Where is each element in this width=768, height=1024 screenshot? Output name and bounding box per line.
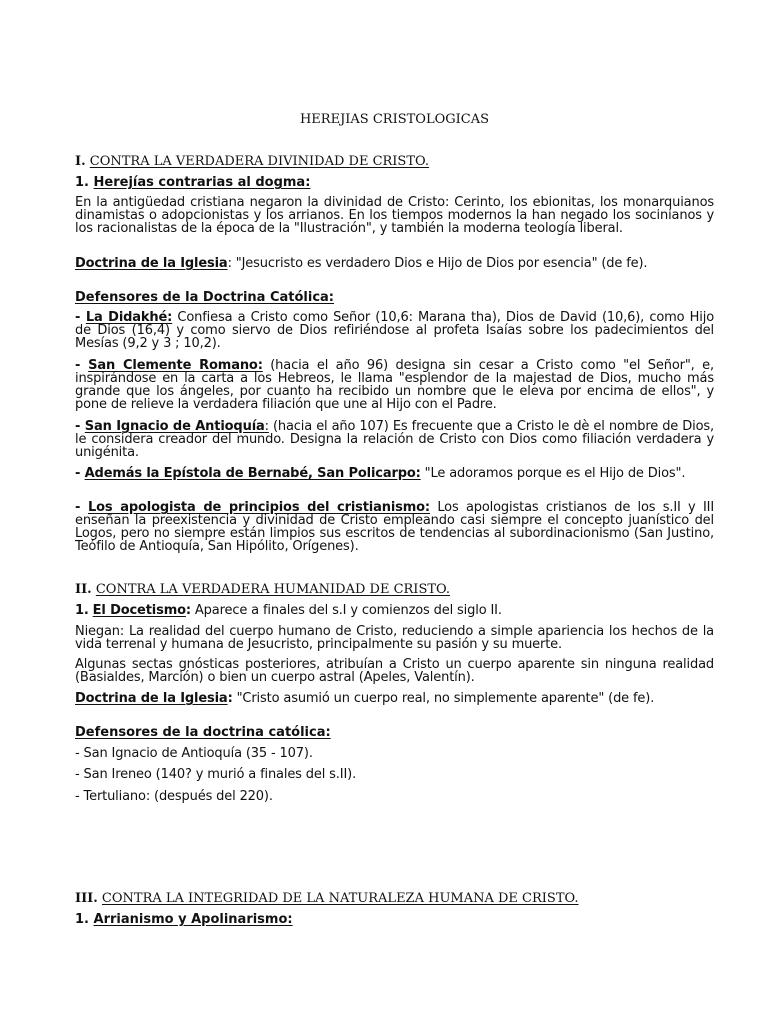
section-2-sub-number: 1. — [75, 603, 89, 618]
section-2-subheading — [75, 603, 714, 618]
section-1-numeral: I. — [75, 154, 86, 169]
item-text: Los apologistas cristianos de los s.II y III enseñan la preexistencia y divinidad de Cristo empleando casi siempre el concepto juanístico del Logos, pero no siempre están limpios sus escritos de tendencias al subordinacionismo (San Justino, Teófilo de Antioquía, San Hipólito, Orígenes). — [75, 500, 714, 554]
section-2-para-2: Algunas sectas gnósticas posteriores, atribuían a Cristo un cuerpo aparente sin ninguna realidad (Basialdes, Marción) o bien un cuerpo astral (Apeles, Valentín). — [75, 657, 714, 685]
doctrina-colon: : — [227, 691, 233, 706]
doctrina-text: "Cristo asumió un cuerpo real, no simplemente aparente" (de fe). — [232, 691, 655, 706]
section-2-defensores-heading — [75, 725, 714, 740]
item-label: San Clemente Romano: — [88, 358, 263, 373]
doctrina-text: "Jesucristo es verdadero Dios e Hijo de Dios por esencia" (de fe). — [231, 256, 648, 271]
item-dash: - — [75, 466, 85, 481]
section-1-heading — [75, 154, 714, 169]
list-item — [75, 420, 714, 459]
document-title: HEREJIAS CRISTOLOGICAS — [299, 112, 490, 127]
section-2-sub-title: El Docetismo — [92, 603, 186, 618]
item-dash: - — [75, 310, 86, 325]
item-label: Los apologista de principios del cristianismo: — [87, 500, 430, 515]
section-2-doctrina — [75, 692, 714, 705]
section-1-title: CONTRA LA VERDADERA DIVINIDAD DE CRISTO. — [89, 154, 430, 169]
item-dash: - — [75, 419, 85, 434]
list-item: - San Ireneo (140? y murió a finales del s.II). — [75, 767, 357, 782]
section-2-numeral: II. — [75, 582, 92, 597]
section-3-heading — [75, 891, 714, 906]
item-text: "Le adoramos porque es el Hijo de Dios". — [420, 466, 686, 481]
doctrina-label: Doctrina de la Iglesia — [75, 691, 228, 706]
section-3-sub-title: Arrianismo y Apolinarismo: — [93, 912, 293, 927]
item-text: (hacia el año 107) Es frecuente que a Cristo le dè el nombre de Dios, le considera creador del mundo. Designa la relación de Cristo con Dios como filiación verdadera y unigénita. — [75, 419, 714, 460]
defensores-heading-text: Defensores de la Doctrina Católica: — [75, 290, 335, 305]
item-text: (hacia el año 96) designa sin cesar a Cristo como "el Señor", e, inspirándose en la carta a los Hebreos, le llama "esplendor de la majestad de Dios, mucho más grande que los ángeles, por cuanto ha recibido un nombre que le eleva por encima de ellos", y pone de relieve la verdadera filiación que une al Hijo con el Padre. — [75, 358, 714, 412]
section-1-intro: En la antigüedad cristiana negaron la divinidad de Cristo: Cerinto, los ebionitas, los monarquianos dinamistas o adopcionistas y los arrianos. En los tiempos modernos la han negado los socinianos y los racionalistas de la época de la "Ilustración", y también la moderna teología liberal. — [75, 195, 714, 236]
list-item — [75, 501, 714, 553]
item-dash: - — [75, 500, 88, 515]
list-item: - Tertuliano: (después del 220). — [75, 789, 273, 804]
item-label: Además la Epístola de Bernabé, San Policarpo: — [84, 466, 421, 481]
item-dash: - — [75, 358, 89, 373]
section-1-defensores-heading — [75, 290, 714, 305]
doctrina-label: Doctrina de la Iglesia — [75, 256, 228, 271]
item-colon: : — [264, 419, 269, 434]
section-3-sub-number: 1. — [75, 912, 89, 927]
list-item: - San Ignacio de Antioquía (35 - 107). — [75, 746, 313, 761]
list-item — [75, 311, 714, 350]
section-3-subheading — [75, 912, 714, 927]
section-1-doctrina — [75, 257, 714, 270]
defensores-heading-text: Defensores de la doctrina católica: — [75, 725, 331, 740]
list-item — [75, 359, 714, 411]
item-text: Confiesa a Cristo como Señor (10,6: Marana tha), Dios de David (10,6), como Hijo de Dios (16,4) y como siervo de Dios refiriéndose al profeta Isaías sobre los padecimientos del Mesías (9,2 y 3 ; 10,2). — [75, 310, 715, 351]
section-1-sub-number: 1. — [75, 175, 89, 190]
list-item — [75, 467, 714, 480]
item-label: La Didakhé: — [85, 310, 173, 325]
doctrina-colon: : — [227, 256, 232, 271]
section-2-sub-text: Aparece a finales del s.I y comienzos del siglo II. — [190, 603, 502, 618]
item-label: San Ignacio de Antioquía — [84, 419, 265, 434]
section-2-para-1: Niegan: La realidad del cuerpo humano de Cristo, reduciendo a simple apariencia los hechos de la vida terrenal y humana de Jesucristo, principalmente su pasión y su muerte. — [75, 624, 714, 652]
section-2-heading — [75, 582, 714, 597]
section-3-title: CONTRA LA INTEGRIDAD DE LA NATURALEZA HUMANA DE CRISTO. — [101, 891, 579, 906]
section-2-sub-colon: : — [185, 603, 191, 618]
section-2-title: CONTRA LA VERDADERA HUMANIDAD DE CRISTO. — [95, 582, 451, 597]
section-1-subheading — [75, 175, 714, 190]
section-1-sub-title: Herejías contrarias al dogma: — [93, 175, 311, 190]
section-3-numeral: III. — [75, 891, 98, 906]
